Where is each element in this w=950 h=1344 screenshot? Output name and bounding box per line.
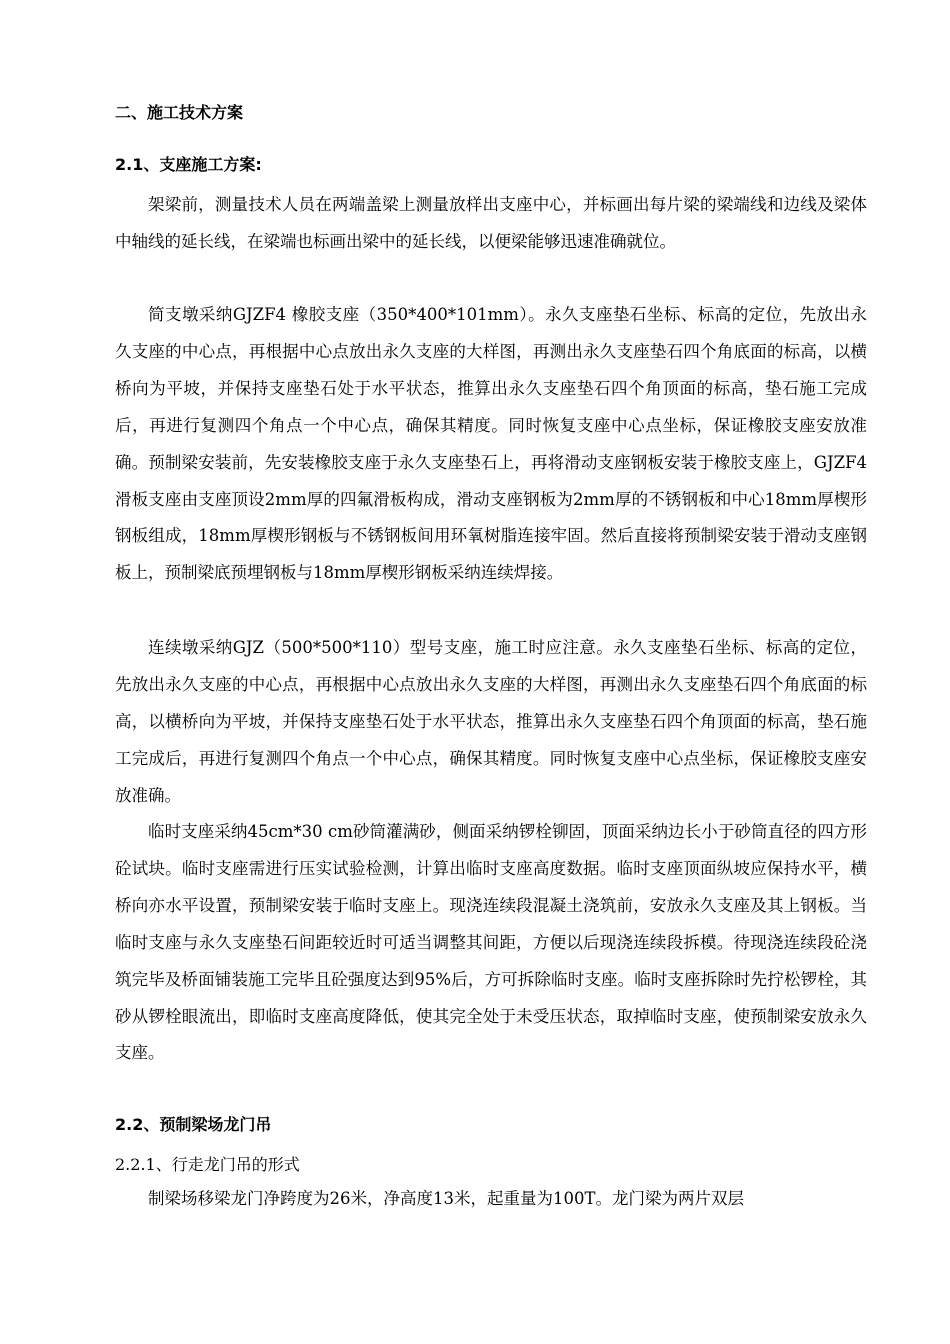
paragraph-3: 连续墩采纳GJZ（500*500*110）型号支座，施工时应注意。永久支座垫石坐标、标高的定位，先放出永久支座的中心点，再根据中心点放出永久支座的大样图，再测出永久支座垫石四个角底面的标高，以横桥向为平坡，并保持支座垫石处于水平状态，推算出永久支座垫石四个角顶面的标高，垫石施工完成后，再进行复测四个角点一个中心点，确保其精度。同时恢复支座中心点坐标，保证橡胶支座安放准确。 bbox=[115, 638, 867, 805]
paragraph-4: 临时支座采纳45cm*30 cm砂筒灌满砂，侧面采纳锣栓铆固，顶面采纳边长小于砂筒直径的四方形砼试块。临时支座需进行压实试验检测，计算出临时支座高度数据。临时支座顶面纵坡应保持水平，横桥向亦水平设置，预制梁安装于临时支座上。现浇连续段混凝土浇筑前，安放永久支座及其上钢板。当临时支座与永久支座垫石间距较近时可适当调整其间距，方便以后现浇连续段拆模。待现浇连续段砼浇筑完毕及桥面铺装施工完毕且砼强度达到95%后，方可拆除临时支座。临时支座拆除时先拧松锣栓，其砂从锣栓眼流出，即临时支座高度降低，使其完全处于未受压状态，取掉临时支座，使预制梁安放永久支座。 bbox=[115, 822, 867, 1063]
subsection-title-2-2: 2.2、预制梁场龙门吊 bbox=[115, 1115, 272, 1134]
paragraph-1: 架梁前，测量技术人员在两端盖梁上测量放样出支座中心，并标画出每片梁的梁端线和边线及梁体中轴线的延长线，在梁端也标画出梁中的延长线，以便梁能够迅速准确就位。 bbox=[115, 195, 867, 251]
paragraph-5: 制梁场移梁龙门净跨度为26米，净高度13米，起重量为100T。龙门梁为两片双层 bbox=[148, 1189, 744, 1208]
section-title: 二、施工技术方案 bbox=[115, 103, 244, 122]
subsection-title-2-2-1: 2.2.1、行走龙门吊的形式 bbox=[115, 1155, 300, 1174]
paragraph-2: 简支墩采纳GJZF4 橡胶支座（350*400*101mm）。永久支座垫石坐标、标高的定位，先放出永久支座的中心点，再根据中心点放出永久支座的大样图，再测出永久支座垫石四个角底面的标高，以横桥向为平坡，并保持支座垫石处于水平状态，推算出永久支座垫石四个角顶面的标高，垫石施工完成后，再进行复测四个角点一个中心点，确保其精度。同时恢复支座中心点坐标，保证橡胶支座安放准确。预制梁安装前，先安装橡胶支座于永久支座垫石上，再将滑动支座钢板安装于橡胶支座上，GJZF4滑板支座由支座顶设2mm厚的四氟滑板构成，滑动支座钢板为2mm厚的不锈钢板和中心18mm厚楔形钢板组成，18mm厚楔形钢板与不锈钢板间用环氧树脂连接牢固。然后直接将预制梁安装于滑动支座钢板上，预制梁底预埋钢板与18mm厚楔形钢板采纳连续焊接。 bbox=[115, 305, 867, 583]
subsection-title-2-1: 2.1、支座施工方案: bbox=[115, 155, 262, 174]
